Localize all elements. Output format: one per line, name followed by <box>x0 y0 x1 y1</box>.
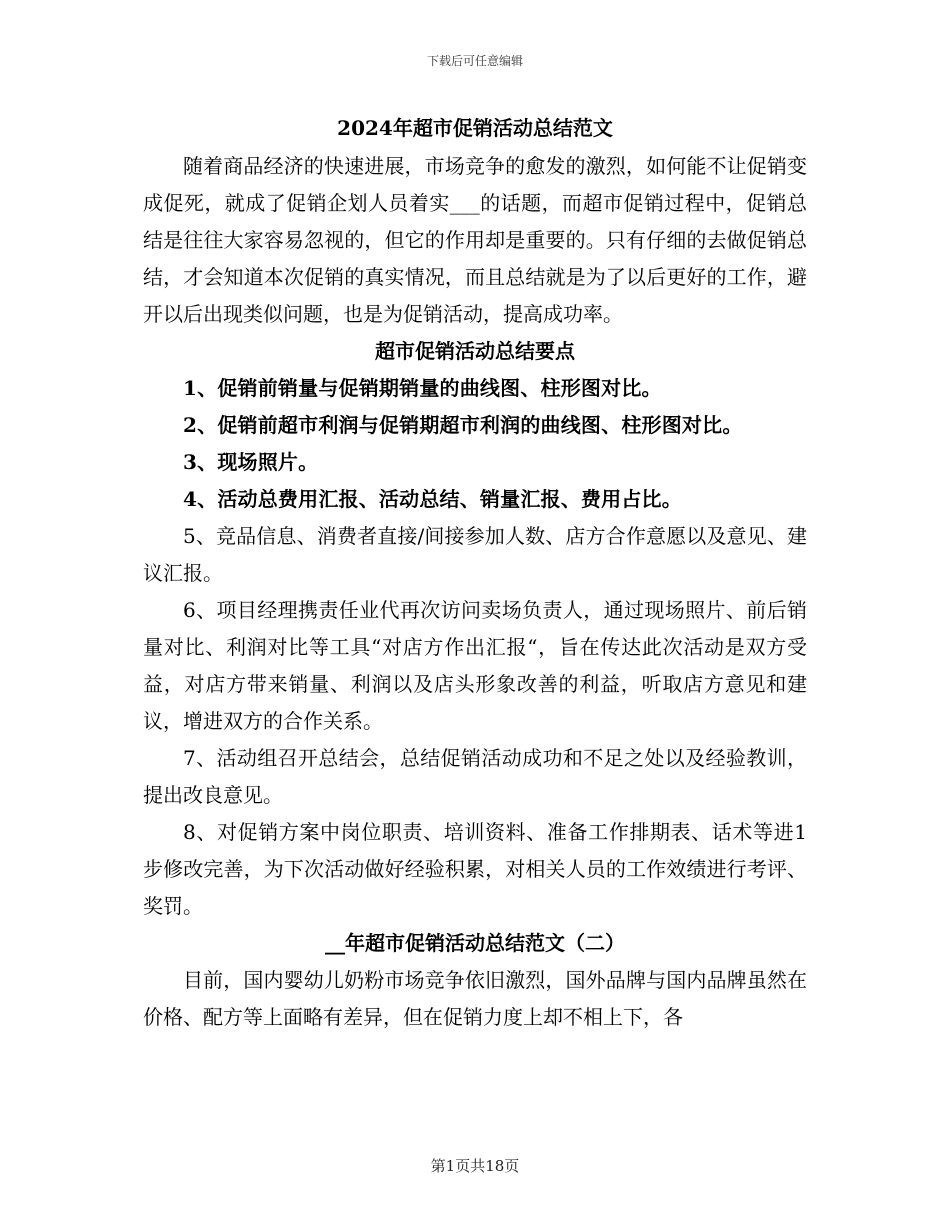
document-title: 2024年超市促销活动总结范文 <box>337 116 613 140</box>
header-note: 下载后可任意编辑 <box>426 54 523 68</box>
list-item-8: 8、对促销方案中岗位职责、培训资料、准备工作排期表、话术等进1步修改完善，为下次活动做好经验积累，对相关人员的工作效绩进行考评、奖罚。 <box>143 820 807 918</box>
list-item-5: 5、竞品信息、消费者直接/间接参加人数、店方合作意愿以及意见、建议汇报。 <box>143 524 807 585</box>
intro-paragraph: 随着商品经济的快速进展，市场竞争的愈发的激烈，如何能不让促销变成促死，就成了促销企划人员着实___的话题，而超市促销过程中，促销总结是往往大家容易忽视的，但它的作用却是重要的。只有仔细的去做促销总结，才会知道本次促销的真实情况，而且总结就是为了以后更好的工作，避开以后出现类似问题，也是为促销活动，提高成功率。 <box>143 154 807 326</box>
document-body <box>143 108 807 1036</box>
list-item-3: 3、现场照片。 <box>183 450 319 474</box>
list-item-7: 7、活动组召开总结会，总结促销活动成功和不足之处以及经验教训，提出改良意见。 <box>143 746 807 807</box>
list-item-6: 6、项目经理携责任业代再次访问卖场负责人，通过现场照片、前后销量对比、利润对比等工具“对店方作出汇报“，旨在传达此次活动是双方受益，对店方带来销量、利润以及店头形象改善的利益，听取店方意见和建议，增进双方的合作关系。 <box>143 598 807 733</box>
section-subtitle-2: __年超市促销活动总结范文（二） <box>325 931 625 955</box>
list-item-4: 4、活动总费用汇报、活动总结、销量汇报、费用占比。 <box>183 487 682 511</box>
list-item-2: 2、促销前超市利润与促销期超市利润的曲线图、柱形图对比。 <box>183 413 743 437</box>
second-paragraph: 目前，国内婴幼儿奶粉市场竞争依旧激烈，国外品牌与国内品牌虽然在价格、配方等上面略有差异，但在促销力度上却不相上下，各 <box>143 968 807 1029</box>
page-footer: 第1页共18页 <box>430 1157 520 1175</box>
list-item-1: 1、促销前销量与促销期销量的曲线图、柱形图对比。 <box>183 376 662 400</box>
section-subtitle: 超市促销活动总结要点 <box>375 339 575 363</box>
